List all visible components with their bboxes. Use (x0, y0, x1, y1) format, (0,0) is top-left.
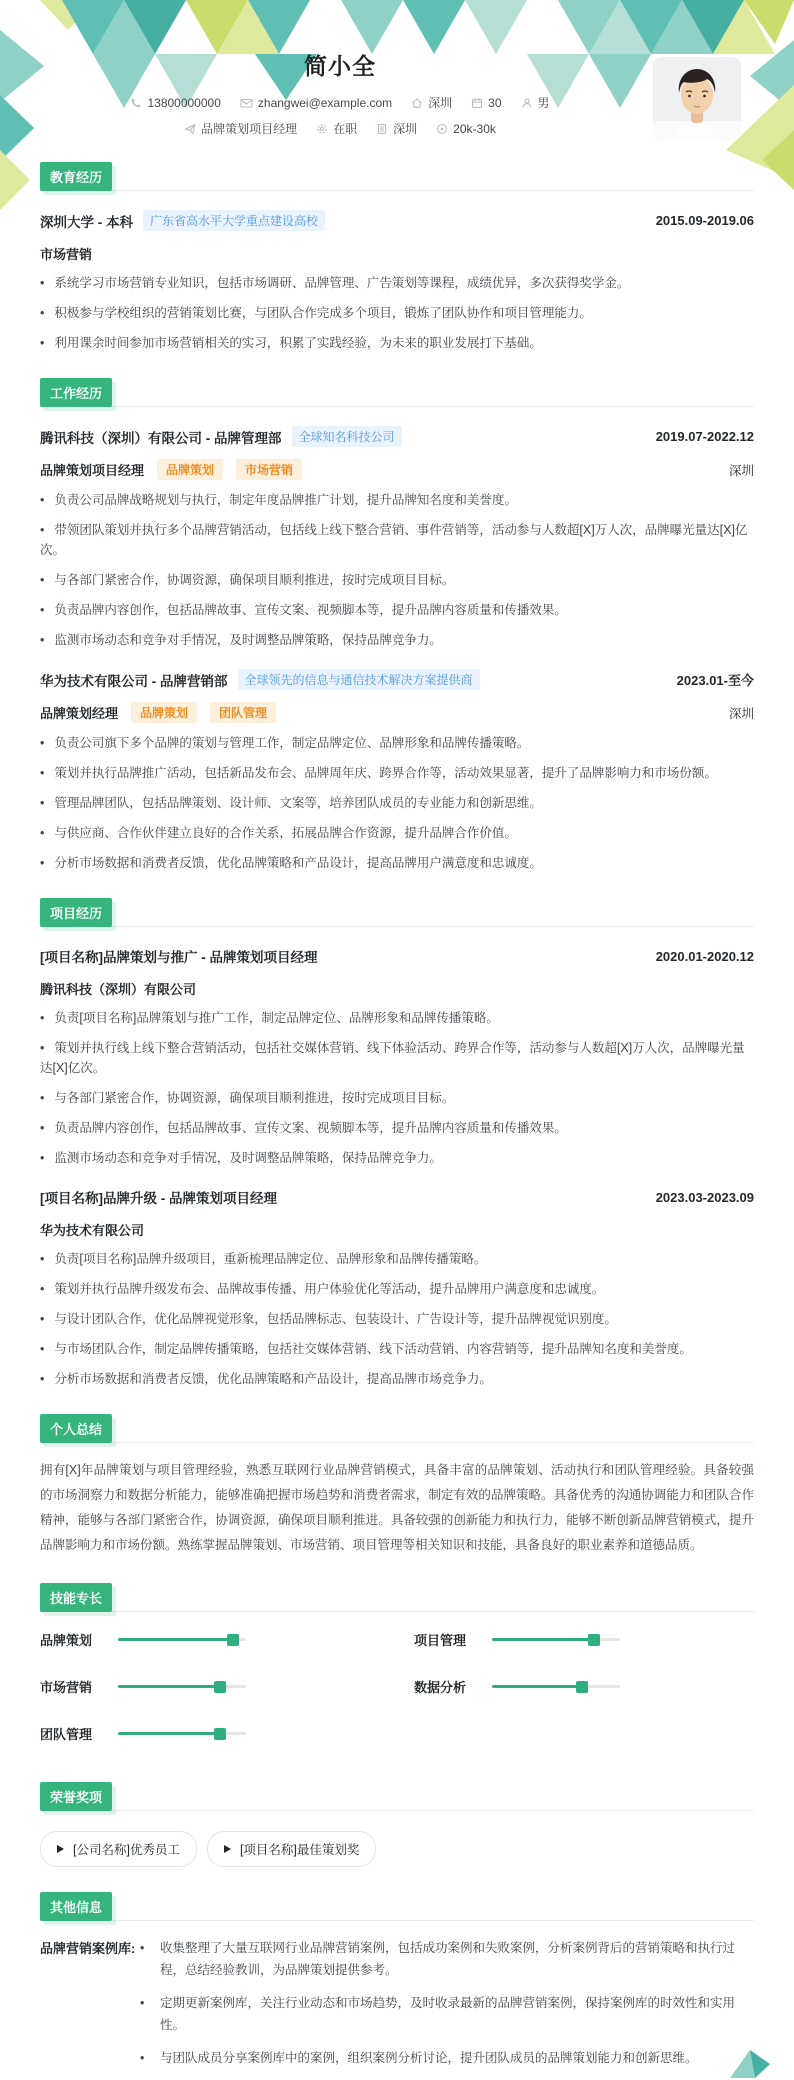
work-role-line (40, 459, 754, 480)
work-role-line (40, 702, 754, 723)
slider-handle[interactable] (214, 1728, 226, 1740)
bullet-item: • 负责公司品牌战略规划与执行，制定年度品牌推广计划，提升品牌知名度和美誉度。 (40, 490, 754, 510)
avatar-illustration (653, 57, 741, 140)
bullet-item: • 与各部门紧密合作，协调资源，确保项目顺利推进，按时完成项目目标。 (40, 1088, 754, 1108)
contact-row-1 (40, 94, 640, 111)
work-date: 2023.01-至今 (676, 673, 754, 688)
contact-status (316, 120, 357, 137)
slider-fill (118, 1732, 220, 1735)
bullet-item: • 与各部门紧密合作，协调资源，确保项目顺利推进，按时完成项目目标。 (40, 570, 754, 590)
bullet-item: • 分析市场数据和消费者反馈，优化品牌策略和产品设计，提高品牌用户满意度和忠诚度。 (40, 853, 754, 873)
resume-header (40, 0, 640, 137)
contact-city (376, 120, 417, 137)
skill-slider[interactable] (492, 1638, 620, 1641)
project-entry-header (40, 1187, 754, 1207)
slider-handle[interactable] (588, 1634, 600, 1646)
other-label: 品牌营销案例库: (40, 1941, 136, 1956)
education-bullets (40, 273, 754, 353)
contact-position (184, 120, 297, 137)
bullet-item: • 负责品牌内容创作，包括品牌故事、宣传文案、视频脚本等，提升品牌内容质量和传播效果。 (40, 1118, 754, 1138)
work-location: 深圳 (728, 463, 754, 478)
bullet-item: • 积极参与学校组织的营销策划比赛，与团队合作完成多个项目，锻炼了团队协作和项目管理能力。 (40, 303, 754, 323)
contact-location (411, 94, 452, 111)
bullet-item: • 与市场团队合作，制定品牌传播策略，包括社交媒体营销、线下活动营销、内容营销等，提升品牌知名度和美誉度。 (40, 1339, 754, 1359)
bullet-item: • 策划并执行品牌升级发布会、品牌故事传播、用户体验优化等活动，提升品牌用户满意度和忠诚度。 (40, 1279, 754, 1299)
slider-fill (492, 1685, 582, 1688)
skills-grid (40, 1616, 754, 1757)
work-bullets (40, 490, 754, 650)
skill-row (414, 1616, 754, 1663)
bullet-item: • 负责品牌内容创作，包括品牌故事、宣传文案、视频脚本等，提升品牌内容质量和传播效果。 (40, 600, 754, 620)
role-tag: 品牌策划 (157, 459, 223, 480)
work-date: 2019.07-2022.12 (655, 429, 754, 444)
role-tag: 市场营销 (236, 459, 302, 480)
education-date: 2015.09-2019.06 (655, 213, 754, 228)
slider-handle[interactable] (214, 1681, 226, 1693)
skill-row (40, 1710, 380, 1757)
contact-salary (436, 122, 496, 136)
contact-age (471, 96, 501, 110)
work-location: 深圳 (728, 706, 754, 721)
honor-badge[interactable] (207, 1831, 376, 1867)
candidate-name: 简小全 (304, 53, 376, 79)
section-work-header (40, 377, 754, 407)
city-document-icon (376, 123, 388, 135)
skill-slider[interactable] (118, 1685, 246, 1688)
bullet-item: • 分析市场数据和消费者反馈，优化品牌策略和产品设计，提高品牌市场竞争力。 (40, 1369, 754, 1389)
section-summary-badge: 个人总结 (40, 1414, 112, 1443)
section-other-badge: 其他信息 (40, 1892, 112, 1921)
slider-fill (492, 1638, 594, 1641)
contact-city-text: 深圳 (393, 122, 418, 136)
bullet-item: • 监测市场动态和竞争对手情况，及时调整品牌策略，保持品牌竞争力。 (40, 1148, 754, 1168)
contact-gender-text: 男 (537, 96, 550, 110)
project-title: [项目名称]品牌策划与推广 - 品牌策划项目经理 (40, 950, 318, 965)
bullet-item: • 与团队成员分享案例库中的案例，组织案例分析讨论，提升团队成员的品牌策划能力和创新思维。 (136, 2048, 754, 2070)
bullet-item: • 负责公司旗下多个品牌的策划与管理工作，制定品牌定位、品牌形象和品牌传播策略。 (40, 733, 754, 753)
section-skills-badge: 技能专长 (40, 1583, 112, 1612)
section-education-badge: 教育经历 (40, 162, 112, 191)
salary-icon (436, 123, 448, 135)
company-tag: 全球领先的信息与通信技术解决方案提供商 (238, 669, 480, 690)
slider-handle[interactable] (576, 1681, 588, 1693)
role-title: 品牌策划项目经理 (40, 463, 145, 478)
skill-row (40, 1616, 380, 1663)
education-major: 市场营销 (40, 247, 93, 262)
section-projects-badge: 项目经历 (40, 898, 112, 927)
skill-row (414, 1663, 754, 1710)
play-icon (224, 1845, 231, 1853)
role-tag: 品牌策划 (131, 702, 197, 723)
project-date: 2023.03-2023.09 (655, 1189, 754, 1205)
bullet-item: • 定期更新案例库，关注行业动态和市场趋势，及时收录最新的品牌营销案例，保持案例库的时效性和实用性。 (136, 1993, 754, 2037)
contact-phone-text: 13800000000 (147, 95, 221, 110)
avatar (653, 57, 741, 140)
company-name: 腾讯科技（深圳）有限公司 - 品牌管理部 (40, 430, 282, 446)
project-date: 2020.01-2020.12 (655, 948, 754, 964)
status-gear-icon (316, 123, 328, 135)
role-title: 品牌策划经理 (40, 706, 119, 721)
school-tag: 广东省高水平大学重点建设高校 (143, 210, 325, 231)
role-tag: 团队管理 (210, 702, 276, 723)
slider-fill (118, 1638, 233, 1641)
honor-label: [项目名称]最佳策划奖 (239, 1843, 360, 1857)
resume-body (0, 161, 794, 2080)
project-entry-header (40, 946, 754, 966)
bullet-item: • 策划并执行线上线下整合营销活动，包括社交媒体营销、线下体验活动、跨界合作等，活动参与人数超[X]万人次，品牌曝光量达[X]亿次。 (40, 1038, 754, 1078)
contact-gender (521, 94, 550, 111)
slider-fill (118, 1685, 220, 1688)
age-icon (471, 97, 483, 109)
skill-slider[interactable] (492, 1685, 620, 1688)
contact-age-text: 30 (488, 95, 502, 110)
skill-label: 市场营销 (40, 1680, 93, 1695)
bullet-item: • 监测市场动态和竞争对手情况，及时调整品牌策略，保持品牌竞争力。 (40, 630, 754, 650)
contact-status-text: 在职 (333, 122, 358, 136)
other-info (40, 1938, 754, 2080)
project-title: [项目名称]品牌升级 - 品牌策划项目经理 (40, 1191, 277, 1206)
play-icon (57, 1845, 64, 1853)
skill-label: 品牌策划 (40, 1633, 93, 1648)
section-honors-header (40, 1781, 754, 1811)
skill-row (40, 1663, 380, 1710)
bullet-item: • 系统学习市场营销专业知识，包括市场调研、品牌管理、广告策划等课程，成绩优异，多次获得奖学金。 (40, 273, 754, 293)
education-entry-header (40, 210, 754, 231)
slider-handle[interactable] (227, 1634, 239, 1646)
gender-icon (521, 97, 533, 109)
skill-label: 团队管理 (40, 1727, 93, 1742)
skill-slider[interactable] (118, 1638, 246, 1641)
company-tag: 全球知名科技公司 (292, 426, 402, 447)
phone-icon (130, 97, 142, 109)
skill-label: 数据分析 (414, 1680, 467, 1695)
bullet-item: • 与供应商、合作伙伴建立良好的合作关系，拓展品牌合作资源，提升品牌合作价值。 (40, 823, 754, 843)
contact-email-text: zhangwei@example.com (257, 95, 393, 110)
section-honors-badge: 荣誉奖项 (40, 1782, 112, 1811)
contact-email (240, 96, 392, 110)
bullet-item: • 负责[项目名称]品牌策划与推广工作，制定品牌定位、品牌形象和品牌传播策略。 (40, 1008, 754, 1028)
school-name: 深圳大学 - 本科 (40, 214, 133, 230)
bullet-item: • 与设计团队合作，优化品牌视觉形象，包括品牌标志、包装设计、广告设计等，提升品牌视觉识别度。 (40, 1309, 754, 1329)
project-company: 腾讯科技（深圳）有限公司 (40, 982, 197, 997)
project-company: 华为技术有限公司 (40, 1223, 145, 1238)
section-skills-header (40, 1582, 754, 1612)
bullet-item: • 带领团队策划并执行多个品牌营销活动，包括线上线下整合营销、事件营销等，活动参与人数超[X]万人次，品牌曝光量达[X]亿次。 (40, 520, 754, 560)
section-projects-header (40, 897, 754, 927)
honor-label: [公司名称]优秀员工 (73, 1843, 180, 1857)
section-other-header (40, 1891, 754, 1921)
position-icon (184, 123, 196, 135)
other-bullets (136, 1938, 754, 2080)
summary-text: 拥有[X]年品牌策划与项目管理经验，熟悉互联网行业品牌营销模式，具备丰富的品牌策划、活动执行和团队管理经验。具备较强的市场洞察力和数据分析能力，能够准确把握市场趋势和消费者需求，制定有效的品牌策略。具备优秀的沟通协调能力和团队合作精神，能够与各部门紧密合作，协调资源，确保项目顺利推进。具备较强的创新能力和执行力，能够不断创新品牌营销模式，提升品牌影响力和市场份额。熟练掌握品牌策划、市场营销、项目管理等相关知识和技能，具备良好的职业素养和道德品质。 (40, 1463, 754, 1552)
skill-slider[interactable] (118, 1732, 246, 1735)
bullet-item: • 负责[项目名称]品牌升级项目，重新梳理品牌定位、品牌形象和品牌传播策略。 (40, 1249, 754, 1269)
email-icon (240, 97, 253, 109)
project-bullets (40, 1249, 754, 1389)
contact-location-text: 深圳 (428, 96, 453, 110)
contact-position-text: 品牌策划项目经理 (201, 122, 298, 136)
bullet-item: • 管理品牌团队，包括品牌策划、设计师、文案等，培养团队成员的专业能力和创新思维。 (40, 793, 754, 813)
section-education-header (40, 161, 754, 191)
bullet-item: • 利用课余时间参加市场营销相关的实习，积累了实践经验，为未来的职业发展打下基础。 (40, 333, 754, 353)
skill-label: 项目管理 (414, 1633, 467, 1648)
contact-salary-text: 20k-30k (453, 121, 496, 136)
company-name: 华为技术有限公司 - 品牌营销部 (40, 673, 228, 689)
location-icon (411, 97, 423, 109)
work-entry-header (40, 669, 754, 690)
project-bullets (40, 1008, 754, 1168)
work-entry-header (40, 426, 754, 447)
section-summary-header (40, 1413, 754, 1443)
honors-list (40, 1831, 754, 1867)
honor-badge[interactable] (40, 1831, 197, 1867)
contact-row-2 (40, 120, 640, 137)
section-work-badge: 工作经历 (40, 378, 112, 407)
contact-phone (130, 96, 220, 110)
work-bullets (40, 733, 754, 873)
bullet-item: • 策划并执行品牌推广活动，包括新品发布会、品牌周年庆、跨界合作等，活动效果显著，提升了品牌影响力和市场份额。 (40, 763, 754, 783)
bullet-item: • 收集整理了大量互联网行业品牌营销案例，包括成功案例和失败案例，分析案例背后的营销策略和执行过程，总结经验教训，为品牌策划提供参考。 (136, 1938, 754, 1982)
